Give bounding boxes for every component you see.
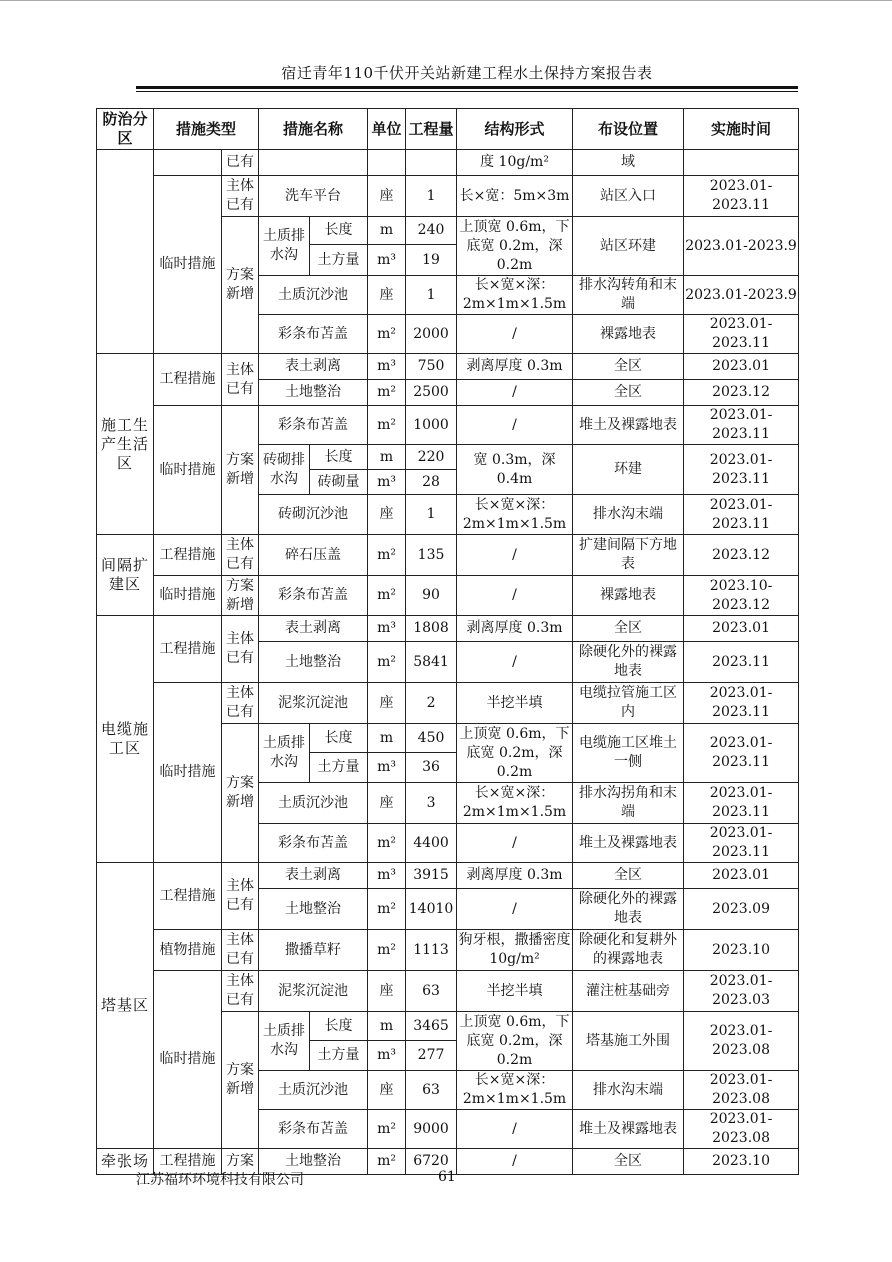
source-cell: 方案新增 [222,217,259,354]
name-cell: 洗车平台 [259,176,368,217]
source-cell: 方案新增 [222,724,259,863]
qty-cell: 135 [406,535,457,576]
name-cell: 土地整治 [259,642,368,683]
time-cell: 2023.01-2023.11 [684,406,799,445]
table-row [97,863,799,889]
unit-cell: m² [368,1110,406,1149]
qty-cell: 1 [406,176,457,217]
unit-cell: m [368,1012,406,1041]
source-cell: 主体已有 [222,535,259,576]
location-cell: 电缆拉管施工区内 [573,683,684,724]
form-cell: / [457,315,573,354]
qty-cell: 2000 [406,315,457,354]
top-border-line [0,0,892,1]
time-cell: 2023.01-2023.11 [684,683,799,724]
unit-cell: m³ [368,470,406,495]
time-cell: 2023.12 [684,380,799,406]
qty-cell: 4400 [406,824,457,863]
qty-cell: 28 [406,470,457,495]
unit-cell [368,150,406,176]
unit-cell: 座 [368,1071,406,1110]
name-cell: 表土剥离 [259,354,368,380]
col-header-unit: 单位 [368,109,406,150]
form-cell: 半挖半填 [457,683,573,724]
source-cell: 主体已有 [222,930,259,971]
qty-cell: 750 [406,354,457,380]
form-cell: / [457,889,573,930]
location-cell: 除硬化和复耕外的裸露地表 [573,930,684,971]
location-cell: 灌注桩基础旁 [573,971,684,1012]
table-row [97,971,799,1012]
name-cell: 土质沉沙池 [259,276,368,315]
unit-cell: m² [368,824,406,863]
qty-cell: 19 [406,245,457,276]
subname-cell: 长度 [310,445,368,470]
location-cell: 裸露地表 [573,315,684,354]
unit-cell: m³ [368,354,406,380]
form-cell: 狗牙根，撒播密度 10g/m² [457,930,573,971]
form-cell: / [457,535,573,576]
source-cell: 方案 [222,1149,259,1175]
zone-cell: 电缆施工区 [97,616,154,863]
table-row [97,406,799,445]
form-cell: 上顶宽 0.6m，下底宽 0.2m，深 0.2m [457,724,573,783]
unit-cell: 座 [368,276,406,315]
time-cell: 2023.01-2023.03 [684,971,799,1012]
type-cell: 工程措施 [154,863,222,930]
col-header-qty: 工程量 [406,109,457,150]
unit-cell: m² [368,576,406,616]
time-cell: 2023.01 [684,616,799,642]
time-cell: 2023.01-2023.08 [684,1012,799,1071]
qty-cell: 277 [406,1041,457,1071]
unit-cell: 座 [368,683,406,724]
location-cell: 扩建间隔下方地表 [573,535,684,576]
source-cell: 主体已有 [222,971,259,1012]
table-row [97,176,799,217]
qty-cell: 36 [406,753,457,783]
location-cell: 排水沟转角和末端 [573,276,684,315]
form-cell: 长×宽×深：2m×1m×1.5m [457,495,573,535]
unit-cell: m³ [368,1041,406,1071]
subname-cell: 长度 [310,724,368,753]
qty-cell: 240 [406,217,457,245]
table-header-row [97,109,799,150]
form-cell: 长×宽：5m×3m [457,176,573,217]
unit-cell: 座 [368,176,406,217]
col-header-location: 布设位置 [573,109,684,150]
subname-cell: 长度 [310,217,368,245]
form-cell: 长×宽×深：2m×1m×1.5m [457,276,573,315]
unit-cell: m² [368,380,406,406]
location-cell: 环建 [573,445,684,495]
name-cell: 彩条布苫盖 [259,576,368,616]
source-cell: 主体已有 [222,863,259,930]
name-cell: 彩条布苫盖 [259,824,368,863]
table-row [97,683,799,724]
time-cell [684,150,799,176]
time-cell: 2023.01-2023.11 [684,445,799,495]
name-cell [259,150,368,176]
qty-cell: 1 [406,495,457,535]
time-cell: 2023.01-2023.11 [684,176,799,217]
time-cell: 2023.01-2023.11 [684,315,799,354]
form-cell: / [457,1149,573,1175]
qty-cell: 220 [406,445,457,470]
time-cell: 2023.10 [684,1149,799,1175]
unit-cell: m² [368,930,406,971]
type-cell: 临时措施 [154,576,222,616]
time-cell: 2023.01 [684,863,799,889]
table-row [97,535,799,576]
location-cell: 塔基施工外围 [573,1012,684,1071]
form-cell: / [457,576,573,616]
location-cell: 裸露地表 [573,576,684,616]
zone-cell: 间隔扩建区 [97,535,154,616]
location-cell: 站区环建 [573,217,684,276]
time-cell: 2023.01-2023.11 [684,783,799,824]
time-cell: 2023.01 [684,354,799,380]
zone-cell: 塔基区 [97,863,154,1149]
name-cell: 泥浆沉淀池 [259,683,368,724]
col-header-form: 结构形式 [457,109,573,150]
qty-cell: 1113 [406,930,457,971]
qty-cell: 14010 [406,889,457,930]
location-cell: 全区 [573,863,684,889]
unit-cell: m³ [368,245,406,276]
form-cell: / [457,642,573,683]
location-cell: 电缆施工区堆土一侧 [573,724,684,783]
page-number: 61 [438,1169,456,1185]
unit-cell: m² [368,889,406,930]
name-cell: 土地整治 [259,889,368,930]
table-row [97,150,799,176]
location-cell: 排水沟末端 [573,495,684,535]
type-cell: 临时措施 [154,683,222,863]
name-cell: 土质沉沙池 [259,1071,368,1110]
form-cell: 上顶宽 0.6m，下底宽 0.2m，深 0.2m [457,1012,573,1071]
name-cell: 土质排水沟 [259,1012,310,1071]
name-cell: 表土剥离 [259,616,368,642]
name-cell: 碎石压盖 [259,535,368,576]
table-row [97,616,799,642]
time-cell: 2023.01-2023.08 [684,1071,799,1110]
type-cell: 工程措施 [154,535,222,576]
qty-cell: 63 [406,971,457,1012]
time-cell: 2023.12 [684,535,799,576]
form-cell: / [457,406,573,445]
qty-cell: 3 [406,783,457,824]
location-cell: 全区 [573,616,684,642]
table-row [97,576,799,616]
table-row [97,930,799,971]
qty-cell: 90 [406,576,457,616]
unit-cell: 座 [368,495,406,535]
qty-cell: 450 [406,724,457,753]
time-cell: 2023.11 [684,642,799,683]
unit-cell: 座 [368,971,406,1012]
location-cell: 堆土及裸露地表 [573,1110,684,1149]
source-cell: 主体已有 [222,176,259,217]
location-cell: 排水沟末端 [573,1071,684,1110]
location-cell: 站区入口 [573,176,684,217]
time-cell: 2023.10 [684,930,799,971]
name-cell: 土地整治 [259,1149,368,1175]
unit-cell: m³ [368,863,406,889]
qty-cell: 2 [406,683,457,724]
form-cell: 剥离厚度 0.3m [457,616,573,642]
location-cell: 全区 [573,354,684,380]
name-cell: 土地整治 [259,380,368,406]
type-cell: 植物措施 [154,930,222,971]
subname-cell: 土方量 [310,753,368,783]
col-header-zone: 防治分区 [97,109,154,150]
form-cell: / [457,1110,573,1149]
name-cell: 土质排水沟 [259,724,310,783]
qty-cell: 9000 [406,1110,457,1149]
form-cell: 宽 0.3m，深 0.4m [457,445,573,495]
location-cell: 堆土及裸露地表 [573,406,684,445]
name-cell: 彩条布苫盖 [259,1110,368,1149]
qty-cell [406,150,457,176]
qty-cell: 6720 [406,1149,457,1175]
time-cell: 2023.01-2023.11 [684,495,799,535]
name-cell: 砖砌沉沙池 [259,495,368,535]
table-row [97,354,799,380]
page-header: 宿迁青年110千伏开关站新建工程水土保持方案报告表 [281,64,653,82]
header-rule-thin [136,91,798,92]
type-cell: 工程措施 [154,616,222,683]
zone-cell-continued [97,150,154,354]
name-cell: 土质排水沟 [259,217,310,276]
name-cell: 撒播草籽 [259,930,368,971]
measures-table [96,108,799,1175]
name-cell: 砖砌排水沟 [259,445,310,495]
time-cell: 2023.09 [684,889,799,930]
name-cell: 表土剥离 [259,863,368,889]
form-cell: 剥离厚度 0.3m [457,863,573,889]
source-cell: 方案新增 [222,576,259,616]
subname-cell: 砖砌量 [310,470,368,495]
unit-cell: m [368,445,406,470]
form-cell: / [457,824,573,863]
source-cell: 已有 [222,150,259,176]
form-cell: 剥离厚度 0.3m [457,354,573,380]
type-cell: 临时措施 [154,406,222,535]
qty-cell: 1808 [406,616,457,642]
location-cell: 全区 [573,1149,684,1175]
name-cell: 彩条布苫盖 [259,406,368,445]
subname-cell: 土方量 [310,245,368,276]
unit-cell: m² [368,642,406,683]
time-cell: 2023.01-2023.11 [684,724,799,783]
time-cell: 2023.01-2023.08 [684,1110,799,1149]
time-cell: 2023.01-2023.11 [684,824,799,863]
form-cell: 长×宽×深：2m×1m×1.5m [457,783,573,824]
qty-cell: 63 [406,1071,457,1110]
subname-cell: 长度 [310,1012,368,1041]
source-cell: 主体已有 [222,354,259,406]
qty-cell: 5841 [406,642,457,683]
name-cell: 彩条布苫盖 [259,315,368,354]
qty-cell: 1 [406,276,457,315]
form-cell: 上顶宽 0.6m，下底宽 0.2m，深 0.2m [457,217,573,276]
location-cell: 堆土及裸露地表 [573,824,684,863]
type-cell: 工程措施 [154,354,222,406]
unit-cell: m² [368,406,406,445]
header-rule-thick [136,86,798,89]
unit-cell: m³ [368,753,406,783]
unit-cell: m³ [368,616,406,642]
time-cell: 2023.01-2023.9 [684,217,799,276]
type-cell [154,150,222,176]
type-cell: 临时措施 [154,971,222,1149]
form-cell: 长×宽×深：2m×1m×1.5m [457,1071,573,1110]
unit-cell: m² [368,535,406,576]
unit-cell: m² [368,315,406,354]
source-cell: 主体已有 [222,683,259,724]
location-cell: 除硬化外的裸露地表 [573,889,684,930]
unit-cell: m [368,217,406,245]
form-cell: / [457,380,573,406]
location-cell: 除硬化外的裸露地表 [573,642,684,683]
location-cell: 域 [573,150,684,176]
zone-cell: 牵张场 [97,1149,154,1175]
col-header-name: 措施名称 [259,109,368,150]
qty-cell: 3465 [406,1012,457,1041]
zone-cell: 施工生产生活区 [97,354,154,535]
unit-cell: 座 [368,783,406,824]
type-cell: 工程措施 [154,1149,222,1175]
source-cell: 方案新增 [222,1012,259,1149]
form-cell: 半挖半填 [457,971,573,1012]
qty-cell: 2500 [406,380,457,406]
qty-cell: 3915 [406,863,457,889]
name-cell: 土质沉沙池 [259,783,368,824]
source-cell: 主体已有 [222,616,259,683]
time-cell: 2023.10-2023.12 [684,576,799,616]
col-header-time: 实施时间 [684,109,799,150]
form-cell: 度 10g/m² [457,150,573,176]
name-cell: 泥浆沉淀池 [259,971,368,1012]
time-cell: 2023.01-2023.9 [684,276,799,315]
location-cell: 排水沟拐角和末端 [573,783,684,824]
unit-cell: m² [368,1149,406,1175]
unit-cell: m [368,724,406,753]
subname-cell: 土方量 [310,1041,368,1071]
type-cell: 临时措施 [154,176,222,354]
footer-company: 江苏福环环境科技有限公司 [136,1172,304,1188]
qty-cell: 1000 [406,406,457,445]
source-cell: 方案新增 [222,406,259,535]
location-cell: 全区 [573,380,684,406]
col-header-type: 措施类型 [154,109,259,150]
